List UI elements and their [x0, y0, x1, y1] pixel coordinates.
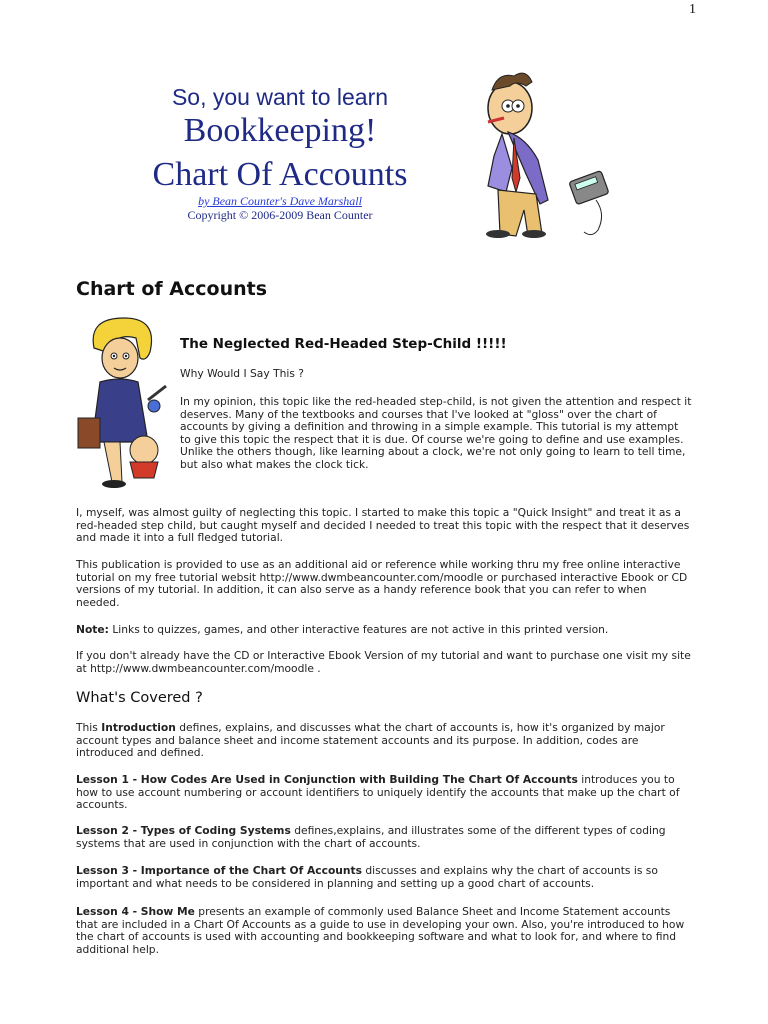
- section-title: Chart of Accounts: [76, 278, 268, 300]
- byline-link[interactable]: by Bean Counter's Dave Marshall: [198, 194, 362, 208]
- intro-item-pre: This: [76, 721, 102, 734]
- lesson-item: [76, 865, 692, 890]
- subheading: The Neglected Red-Headed Step-Child !!!!!: [180, 336, 507, 352]
- lesson-text: presents an example of commonly used Balance Sheet and Income Statement accounts that are included in a Chart Of Accounts as a guide to use in developing your own. Also, you're introduced to how the chart of accounts is used with accounting and bookkeeping software and what to look for, and where to find additional help.: [76, 905, 685, 956]
- lesson-text: introduces you to how to use account numbering or account identifiers to uniquely identify the accounts that make up the chart of accounts.: [76, 773, 680, 812]
- lesson-title: Lesson 2 - Types of Coding Systems: [76, 824, 291, 837]
- intro-item-text: defines, explains, and discusses what the chart of accounts is, how it's organized by major account types and balance sheet and income statement accounts and its purpose. In addition, codes are introduced and defined.: [76, 721, 665, 760]
- paragraph-purchase: If you don't already have the CD or Interactive Ebook Version of my tutorial and want to purchase one visit my site at http://www.dwmbeancounter.com/moodle .: [76, 649, 691, 675]
- header-line-3: Chart Of Accounts: [152, 156, 408, 193]
- note-label: Note:: [76, 623, 109, 636]
- note-paragraph: [76, 624, 692, 637]
- lesson-text: discusses and explains why the chart of accounts is so important and what needs to be considered in planning and setting up a good chart of accounts.: [76, 864, 658, 890]
- note-text: Links to quizzes, games, and other interactive features are not active in this printed version.: [108, 623, 609, 636]
- lesson-item: [76, 774, 692, 812]
- page-number: 1: [689, 2, 696, 17]
- intro-paragraph: In my opinion, this topic like the red-headed step-child, is not given the attention and respect it deserves. Many of the textbooks and courses that I've looked at "gloss" over the chart of accounts by giving a definition and throwing in a simple example. This tutorial is my attempt to give this topic the respect that it is due. Of course we're going to define and use examples. Unlike the others though, like learning about a clock, we're not only going to learn to tell time, but also what makes the clock tick.: [180, 395, 692, 471]
- lesson-title: Lesson 3 - Importance of the Chart Of Accounts: [76, 864, 362, 877]
- bean-counter-cartoon-image: [478, 68, 623, 240]
- lesson-text: defines,explains, and illustrates some of the different types of coding systems that are used in conjunction with the chart of accounts.: [76, 824, 666, 850]
- question-text: Why Would I Say This ?: [180, 367, 304, 380]
- lesson-item: [76, 825, 692, 850]
- covered-title: What's Covered ?: [76, 690, 203, 706]
- intro-item: [76, 722, 692, 760]
- intro-item-bold: Introduction: [101, 721, 176, 734]
- lesson-item: [76, 906, 692, 956]
- lesson-title: Lesson 1 - How Codes Are Used in Conjunction with Building The Chart Of Accounts: [76, 773, 578, 786]
- lesson-title: Lesson 4 - Show Me: [76, 905, 195, 918]
- paragraph-guilty: I, myself, was almost guilty of neglecting this topic. I started to make this topic a "Quick Insight" and treat it as a red-headed step child, but caught myself and decided I needed to treat this topic with the respect that it deserves and made it into a full fledged tutorial.: [76, 506, 690, 545]
- header-line-1: So, you want to learn: [171, 84, 389, 110]
- copyright: Copyright © 2006-2009 Bean Counter: [187, 208, 373, 222]
- header-line-2: Bookkeeping!: [183, 112, 377, 149]
- paragraph-publication: This publication is provided to use as an additional aid or reference while working thru my free online interactive tutorial on my free tutorial websit http://www.dwmbeancounter.com/moodle or purchased interactive Ebook or CD versions of my tutorial. In addition, it can also serve as a handy reference book that you can refer to when needed.: [76, 558, 688, 609]
- woman-cartoon-image: [74, 314, 178, 490]
